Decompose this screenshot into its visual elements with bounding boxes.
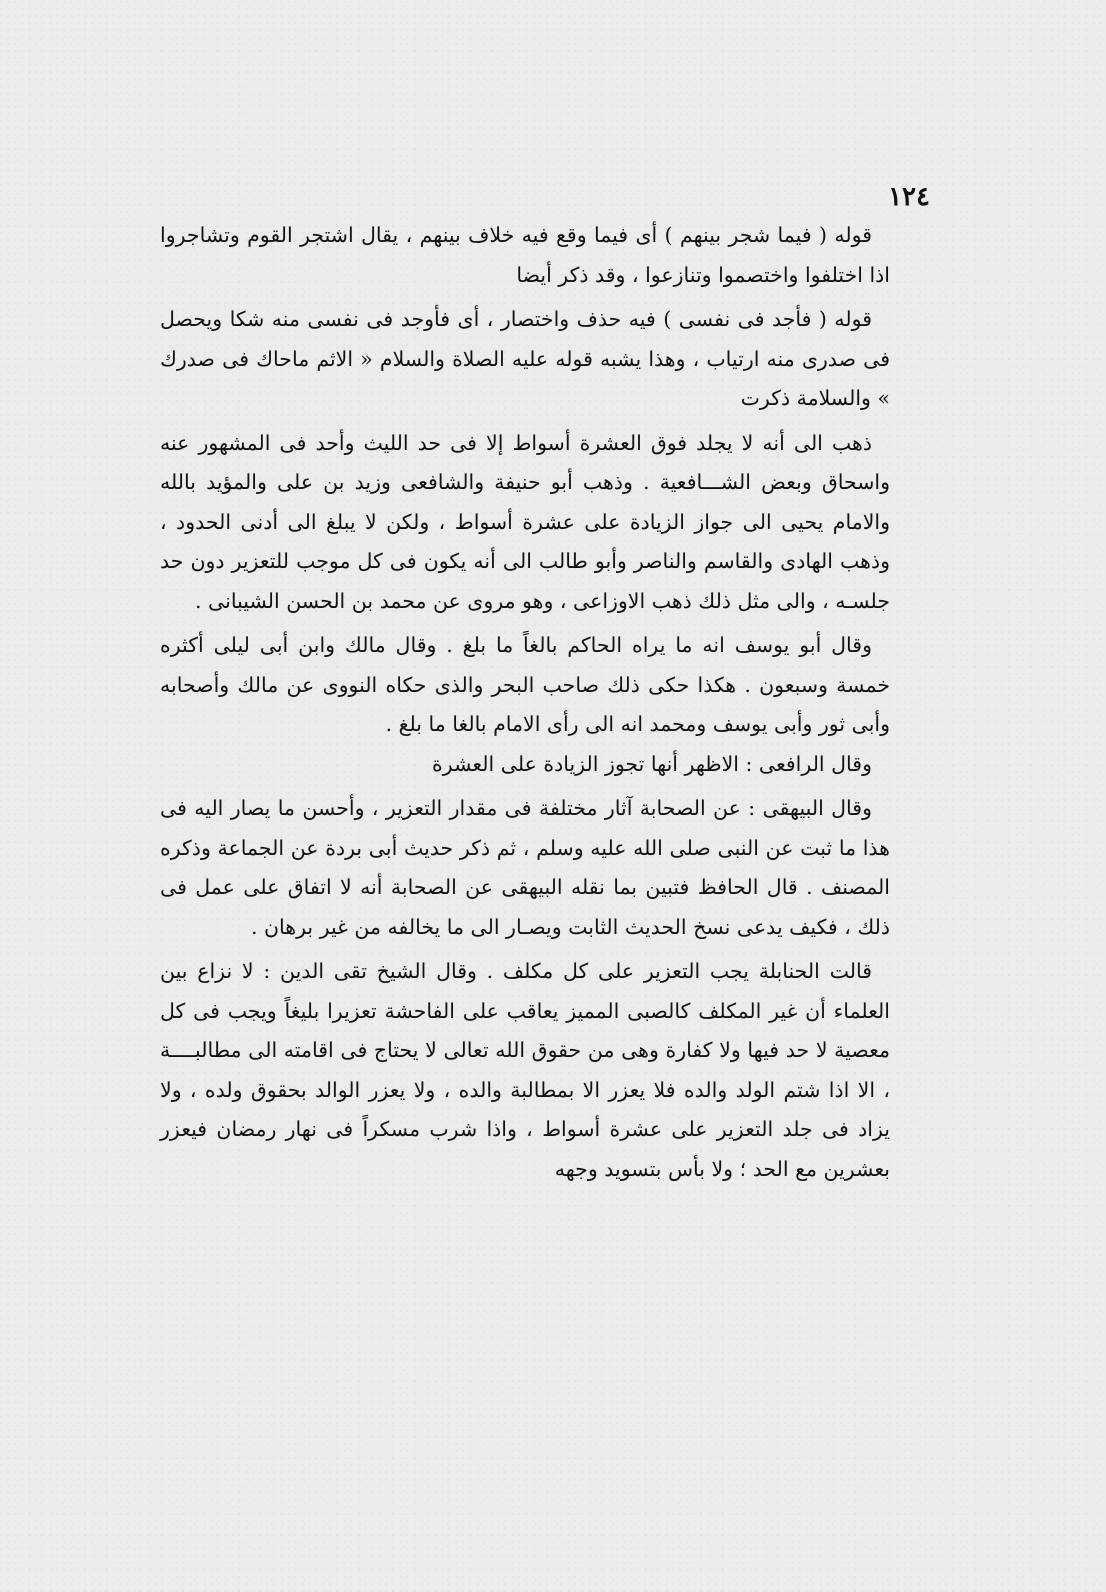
paragraph-1: قوله ( فيما شجر بينهم ) أى فيما وقع فيه خلاف بينهم ، يقال اشتجر القوم وتشاجروا اذا اختلفوا واختصموا وتنازعوا ، وقد ذكر أيضا <box>160 223 890 287</box>
paragraph-4: وقال أبو يوسف انه ما يراه الحاكم بالغاً ما بلغ . وقال مالك وابن أبى ليلى أكثره خمسة وسبعون . هكذا حكى ذلك صاحب البحر والذى حكاه النووى عن مالك وأصحابه وأبى ثور وأبى يوسف ومحمد انه الى رأى الامام بالغا ما بلغ . <box>160 633 890 736</box>
paragraph-5: وقال الرافعى : الاظهر أنها تجوز الزيادة على العشرة <box>432 751 872 776</box>
paragraph-7: قالت الحنابلة يجب التعزير على كل مكلف . وقال الشيخ تقى الدين : لا نزاع بين العلماء أن غير المكلف كالصبى المميز يعاقب على الفاحشة تعزيرا بليغاً ويجب فى كل معصية لا حد فيها ولا كفارة وهى من حقوق الله تعالى لا يحتاج فى اقامته الى مطالبــــة ، الا اذا شتم الولد والده فلا يعزر الا بمطالبة والده ، ولا يعزر الوالد بحقوق ولده ، ولا يزاد فى جلد التعزير على عشرة أسواط ، واذا شرب مسكراً فى نهار رمضان فيعزر بعشرين مع الحد ؛ ولا بأس بتسويد وجهه <box>160 959 890 1181</box>
paragraph-3: ذهب الى أنه لا يجلد فوق العشرة أسواط إلا فى حد الليث وأحد فى المشهور عنه واسحاق وبعض الشـــافعية . وذهب أبو حنيفة والشافعى وزيد بن على والمؤيد بالله والامام يحيى الى جواز الزيادة على عشرة أسواط ، ولكن لا يبلغ الى أدنى الحدود ، وذهب الهادى والقاسم والناصر وأبو طالب الى أنه يكون فى كل موجب للتعزير دون حد جلسـه ، والى مثل ذلك ذهب الاوزاعى ، وهو مروى عن محمد بن الحسن الشيبانى . <box>160 430 890 613</box>
paragraph-2: قوله ( فأجد فى نفسى ) فيه حذف واختصار ، أى فأوجد فى نفسى منه شكا ويحصل فى صدرى منه ارتياب ، وهذا يشبه قوله عليه الصلاة والسلام « الاثم ماحاك فى صدرك » والسلامة ذكرت <box>160 307 890 410</box>
paragraph-6: وقال البيهقى : عن الصحابة آثار مختلفة فى مقدار التعزير ، وأحسن ما يصار اليه فى هذا ما ثبت عن النبى صلى الله عليه وسلم ، ثم ذكر حديث أبى بردة عن الجماعة وذكره المصنف . قال الحافظ فتبين بما نقله البيهقى عن الصحابة أنه لا اتفاق على عمل فى ذلك ، فكيف يدعى نسخ الحديث الثابت ويصـار الى ما يخالفه من غير برهان . <box>160 796 890 939</box>
body-text <box>160 216 890 1194</box>
page-number: ١٢٤ <box>888 182 930 212</box>
